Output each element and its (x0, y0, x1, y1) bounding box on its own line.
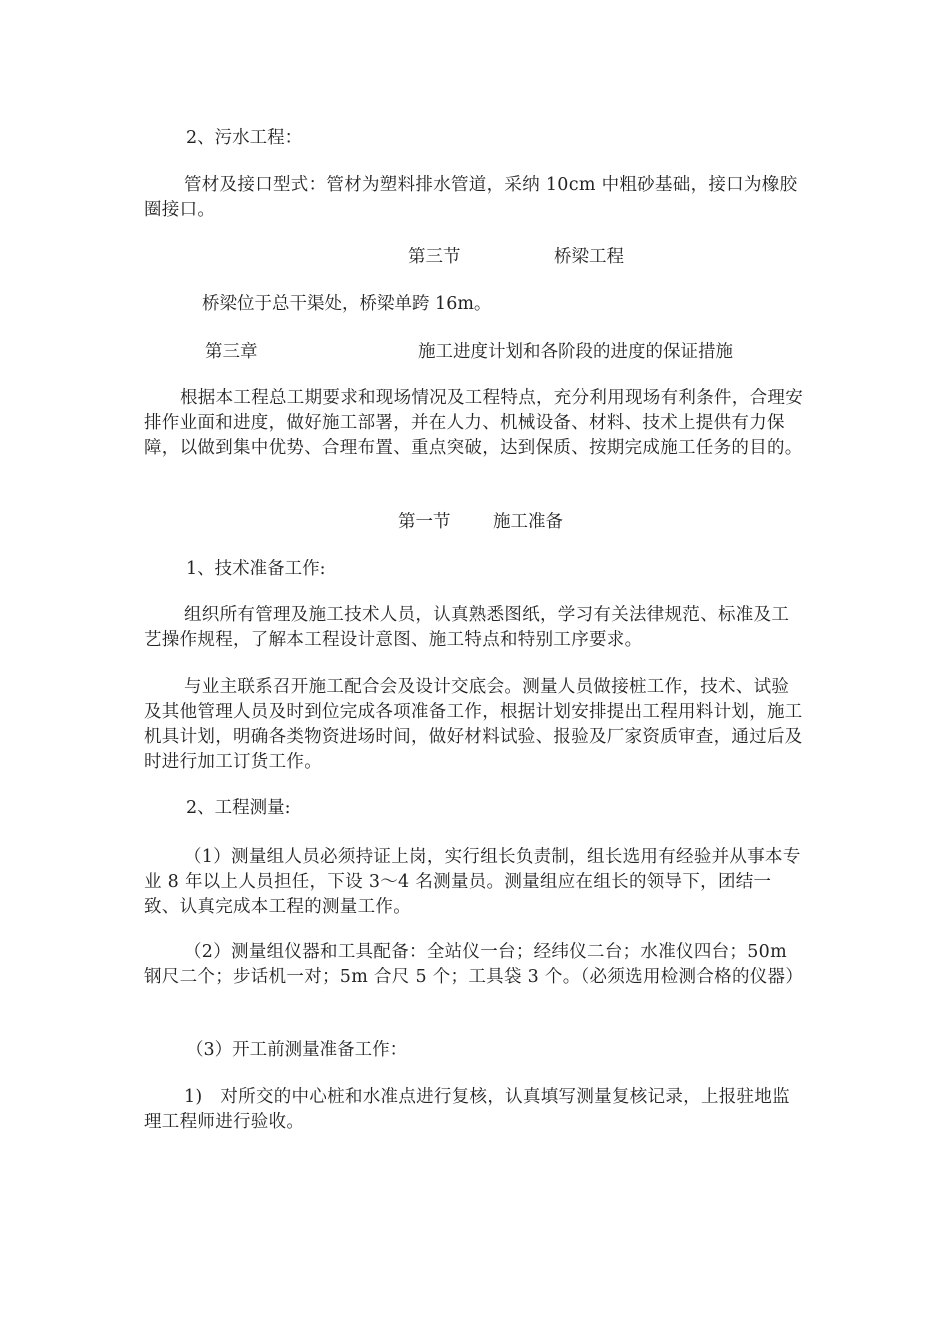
chapter3-title: 施工进度计划和各阶段的进度的保证措施 (418, 342, 733, 362)
tech-paragraph-2: 与业主联系召开施工配合会及设计交底会。测量人员做接桩工作，技术、试验及其他管理人员及时到位完成各项准备工作，根据计划安排提出工程用料计划，施工机具计划，明确各类物资进场时间，做好材料试验、报验及厂家资质审查，通过后及时进行加工订货工作。 (144, 677, 803, 772)
section3-number: 第三节 (408, 247, 461, 267)
section3-title: 桥梁工程 (554, 247, 624, 267)
tech-paragraph-1: 组织所有管理及施工技术人员，认真熟悉图纸，学习有关法律规范、标准及工艺操作规程，了解本工程设计意图、施工特点和特别工序要求。 (144, 605, 790, 650)
tech-heading: 1、技术准备工作: (186, 559, 326, 579)
section1-number: 第一节 (398, 512, 451, 532)
survey-paragraph-2: （2）测量组仪器和工具配备：全站仪一台；经纬仪二台；水准仪四台；50m 钢尺二个；步话机一对；5m 合尺 5 个；工具袋 3 个。（必须选用检测合格的仪器） (144, 942, 804, 987)
intro-paragraph: 根据本工程总工期要求和现场情况及工程特点，充分利用现场有利条件，合理安排作业面和进度，做好施工部署，并在人力、机械设备、材料、技术上提供有力保障，以做到集中优势、合理布置、重点突破，达到保质、按期完成施工任务的目的。 (144, 388, 803, 458)
section1-title: 施工准备 (493, 512, 563, 532)
chapter3-number: 第三章 (205, 342, 258, 362)
survey-paragraph-3: （3）开工前测量准备工作： (186, 1040, 408, 1060)
sewage-paragraph: 管材及接口型式：管材为塑料排水管道，采纳 10cm 中粗砂基础，接口为橡胶圈接口。 (144, 175, 798, 220)
survey-heading: 2、工程测量: (186, 798, 291, 818)
survey-paragraph-1: （1）测量组人员必须持证上岗，实行组长负责制，组长选用有经验并从事本专业 8 年以上人员担任，下设 3～4 名测量员。测量组应在组长的领导下，团结一致、认真完成本工程的测量工作。 (144, 847, 801, 917)
sewage-heading: 2、污水工程： (186, 128, 303, 148)
survey-paragraph-4: 1) 对所交的中心桩和水准点进行复核，认真填写测量复核记录，上报驻地监理工程师进行验收。 (144, 1087, 790, 1132)
bridge-paragraph: 桥梁位于总干渠处，桥梁单跨 16m。 (202, 294, 492, 314)
